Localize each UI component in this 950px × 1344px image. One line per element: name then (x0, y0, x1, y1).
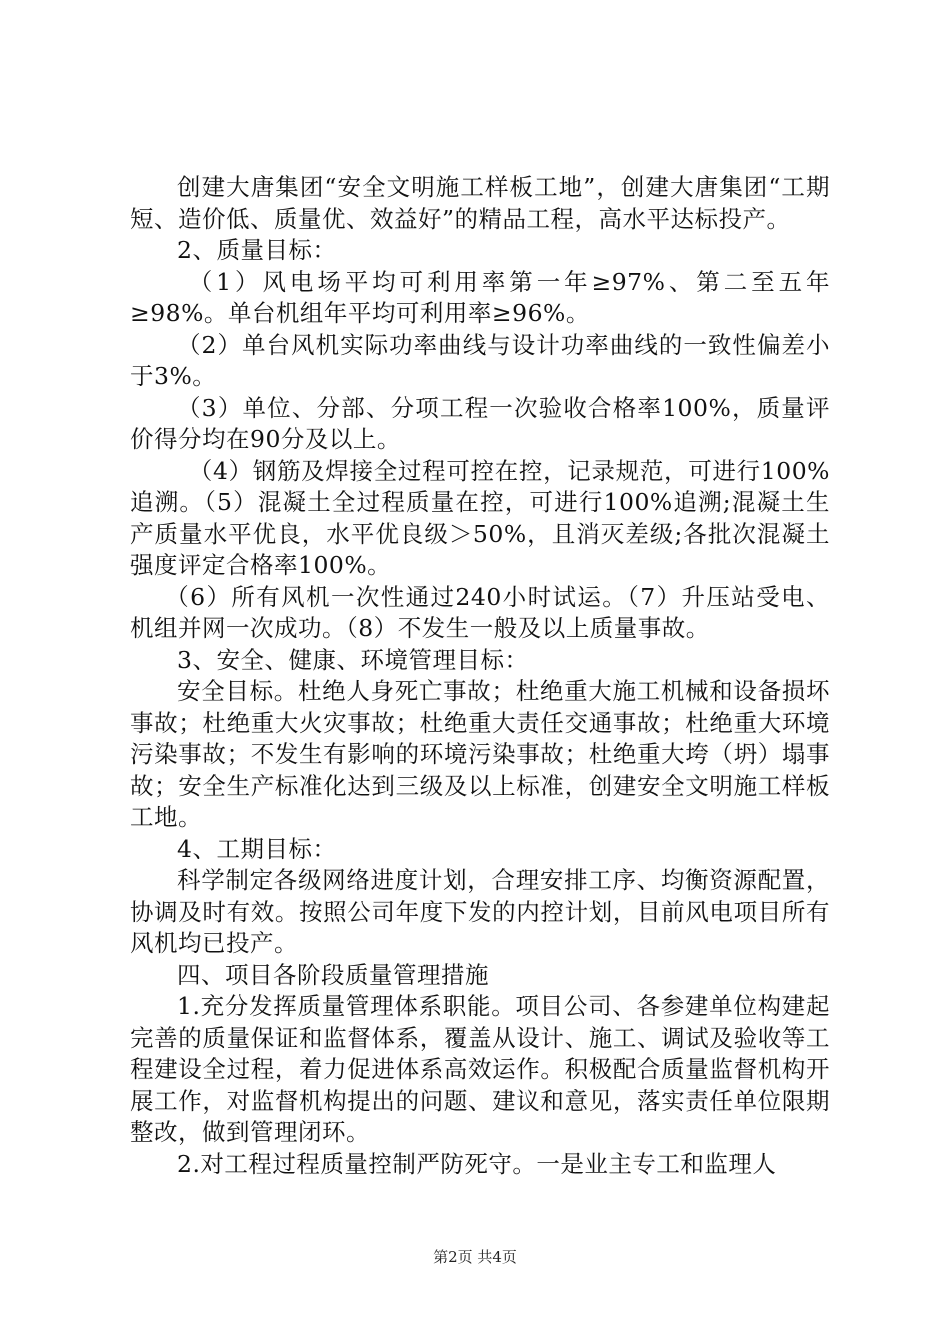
paragraph: 4、工期目标： (177, 834, 337, 863)
paragraph: 安全目标。杜绝人身死亡事故；杜绝重大施工机械和设备损坏事故；杜绝重大火灾事故；杜绝重大责任交通事故；杜绝重大环境污染事故；不发生有影响的环境污染事故；杜绝重大垮（坍）塌事故；安全生产标准化达到三级及以上标准，创建安全文明施工样板工地。 (130, 677, 830, 831)
paragraph: （6）所有风机一次性通过240小时试运。（7）升压站受电、机组并网一次成功。（8）不发生一般及以上质量事故。 (130, 582, 830, 642)
paragraph: （1）风电场平均可利用率第一年≥97%、第二至五年≥98%。单台机组年平均可利用率≥96%。 (130, 267, 830, 327)
paragraph: （3）单位、分部、分项工程一次验收合格率100%，质量评价得分均在90分及以上。 (130, 393, 830, 453)
paragraph: 创建大唐集团“安全文明施工样板工地”，创建大唐集团“工期短、造价低、质量优、效益好”的精品工程，高水平达标投产。 (130, 173, 830, 233)
page-number-label: 第2页 共4页 (433, 1248, 517, 1266)
paragraph: 2、质量目标： (177, 236, 337, 264)
paragraph: 四、项目各阶段质量管理措施 (177, 960, 489, 989)
paragraph: 3、安全、健康、环境管理目标： (177, 645, 529, 674)
paragraph: 2.对工程过程质量控制严防死守。一是业主专工和监理人 (177, 1149, 777, 1178)
paragraph: 1.充分发挥质量管理体系职能。项目公司、各参建单位构建起完善的质量保证和监督体系，覆盖从设计、施工、调试及验收等工程建设全过程，着力促进体系高效运作。积极配合质量监督机构开展工作，对监督机构提出的问题、建议和意见，落实责任单位限期整改，做到管理闭环。 (130, 992, 830, 1146)
paragraph: 科学制定各级网络进度计划，合理安排工序、均衡资源配置，协调及时有效。按照公司年度下发的内控计划，目前风电项目所有风机均已投产。 (130, 866, 830, 957)
paragraph: （2）单台风机实际功率曲线与设计功率曲线的一致性偏差小于3%。 (130, 330, 830, 390)
paragraph: （4）钢筋及焊接全过程可控在控，记录规范，可进行100%追溯。（5）混凝土全过程质量在控，可进行100%追溯;混凝土生产质量水平优良，水平优良级＞50%，且消灭差级;各批次混凝土强度评定合格率100%。 (130, 456, 830, 579)
document-body (130, 172, 830, 1180)
page-footer (0, 1246, 950, 1267)
